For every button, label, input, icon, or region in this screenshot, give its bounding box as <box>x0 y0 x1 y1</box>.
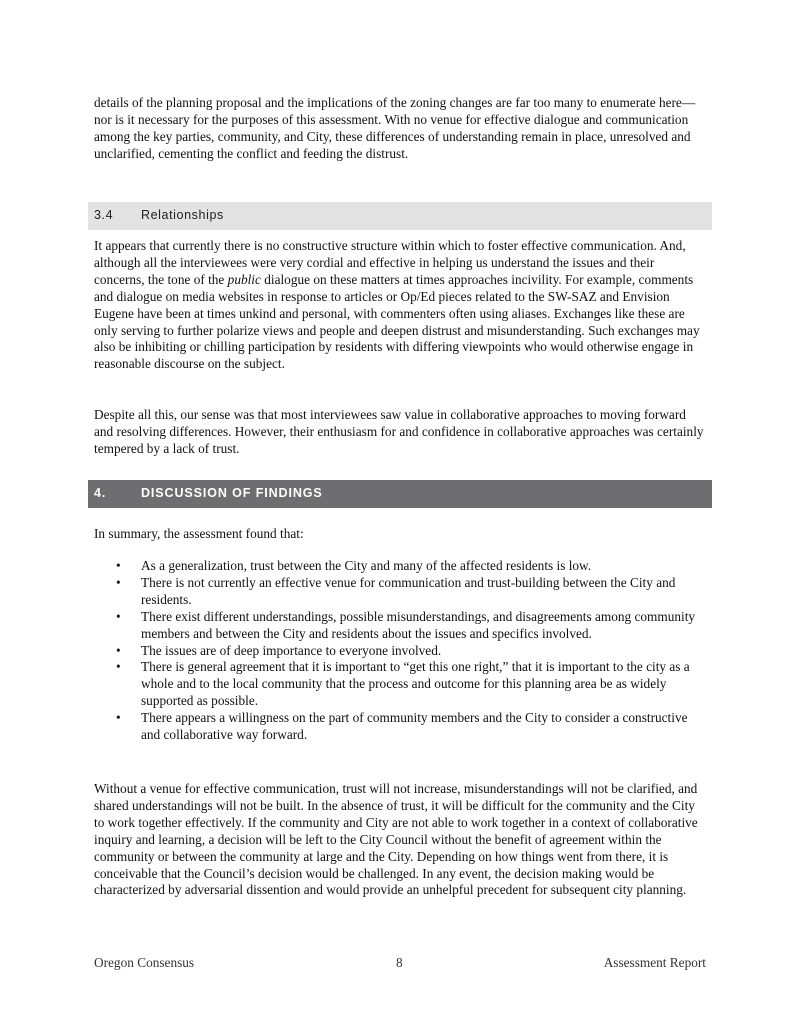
footer-page-number: 8 <box>396 955 403 970</box>
section-number: 3.4 <box>94 208 114 222</box>
section-heading-discussion <box>88 480 712 508</box>
list-item <box>94 710 708 744</box>
text-run: It appears that currently there is no constructive structure within which to foster effective communication. And, although all the interviewees were very cordial and effective in helping us understand the issues and their concerns, the tone of the <box>94 238 686 287</box>
relationships-paragraph-2: Despite all this, our sense was that most interviewees saw value in collaborative approaches to moving forward and resolving differences. However, their enthusiasm for and confidence in collaborative approaches was certainly tempered by a lack of trust. <box>94 407 704 456</box>
bullet: • <box>116 558 121 573</box>
finding-text: There exist different understandings, possible misunderstandings, and disagreements among community members and between the City and residents about the issues and specifics involved. <box>141 608 696 641</box>
relationships-paragraph-1 <box>94 238 708 373</box>
section-title: DISCUSSION OF FINDINGS <box>141 486 323 500</box>
finding-text: There is not currently an effective venue for communication and trust-building between the City and residents. <box>141 574 676 607</box>
footer-report-title: Assessment Report <box>603 955 706 970</box>
findings-list <box>94 558 708 744</box>
summary-intro: In summary, the assessment found that: <box>94 526 304 541</box>
list-item <box>94 643 708 660</box>
intro-paragraph: details of the planning proposal and the implications of the zoning changes are far too many to enumerate here—nor is it necessary for the purposes of this assessment. With no venue for effective dialogue and communication among the key parties, community, and City, these differences of understanding remain in place, unresolved and unclarified, cementing the conflict and feeding the distrust. <box>94 95 696 161</box>
bullet: • <box>116 574 121 590</box>
section-title: Relationships <box>141 208 224 222</box>
bullet: • <box>116 642 121 658</box>
finding-text: There is general agreement that it is important to “get this one right,” that it is important to the city as a whole and to the local community that the process and outcome for this planning area be as widely supported as possible. <box>141 659 690 709</box>
list-item <box>94 575 708 609</box>
finding-text: There appears a willingness on the part of community members and the City to consider a constructive and collaborative way forward. <box>141 710 688 743</box>
bullet: • <box>116 710 121 726</box>
conclusion-paragraph: Without a venue for effective communication, trust will not increase, misunderstandings will not be clarified, and shared understandings will not be built. In the absence of trust, it will be difficult for the community and the City to work together effectively. If the community and City are not able to work together in a context of collaborative inquiry and learning, a decision will be left to the City Council without the benefit of agreement within the community or between the community at large and the City. Depending on how things went from there, it is conceivable that the Council’s decision would be challenged. In any event, the decision making would be characterized by adversarial dissention and would provide an unhelpful precedent for subsequent city planning. <box>94 781 698 898</box>
finding-text: The issues are of deep importance to everyone involved. <box>141 642 442 658</box>
footer-organization: Oregon Consensus <box>94 955 195 970</box>
bullet: • <box>116 608 121 624</box>
section-number: 4. <box>94 486 107 500</box>
list-item <box>94 659 708 710</box>
list-item <box>94 609 708 643</box>
text-run: dialogue on these matters at times approaches incivility. For example, comments and dialogue on media websites in response to articles or Op/Ed pieces related to the SW-SAZ and Envision Eugene have been at times unkind and personal, with commenters often using aliases. Exchanges like these are only serving to further polarize views and people and deepen distrust and misunderstanding. Such exchanges may also be inhibiting or chilling participation by residents with differing viewpoints who would otherwise engage in reasonable discourse on the subject. <box>94 271 700 372</box>
section-heading-relationships <box>88 202 712 230</box>
finding-text: As a generalization, trust between the City and many of the affected residents is low. <box>141 558 592 573</box>
emphasis-public: public <box>227 271 261 287</box>
bullet: • <box>116 659 121 675</box>
list-item <box>94 558 708 575</box>
